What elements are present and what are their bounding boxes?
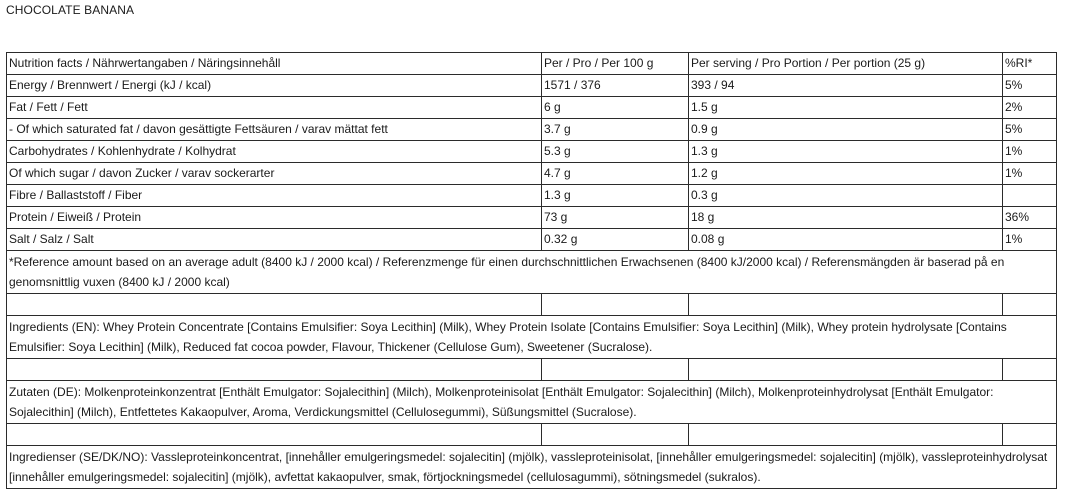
table-row-saturated-fat [7,119,1057,141]
ri-cell: 1% [1003,229,1057,251]
per-100g-cell: 1571 / 376 [542,75,689,97]
table-row-protein [7,207,1057,229]
per-serving-cell: 18 g [689,207,1003,229]
ingredients-en: Ingredients (EN): Whey Protein Concentrate [Contains Emulsifier: Soya Lecithin] (Milk), Whey Protein Isolate [Contains Emulsifier: Soya Lecithin] (Milk), Whey protein hydrolysate [Contains Emulsifier: Soya Lecithin] (Milk), Reduced fat cocoa powder, Flavour, Thickener (Cellulose Gum), Sweetener (Sucralose). [7,316,1057,359]
footnote-row [7,251,1057,294]
empty-cell [7,294,542,316]
nutrient-cell: Protein / Eiweiß / Protein [7,207,542,229]
ri-cell: 1% [1003,141,1057,163]
empty-row [7,424,1057,446]
nutrient-cell: Fat / Fett / Fett [7,97,542,119]
product-title: CHOCOLATE BANANA [6,3,135,17]
ri-cell [1003,185,1057,207]
header-cell-nutrient: Nutrition facts / Nährwertangaben / Näringsinnehåll [7,53,542,75]
table-row-fibre [7,185,1057,207]
empty-row [7,359,1057,381]
ingredients-de-row [7,381,1057,424]
ingredients-de: Zutaten (DE): Molkenproteinkonzentrat [Enthält Emulgator: Sojalecithin] (Milch), Molkenproteinisolat [Enthält Emulgator: Sojalecithin] (Milch), Molkenproteinhydrolysat [Enthält Emulgator: Sojalecithin] (Milch), Entfettetes Kakaopulver, Aroma, Verdickungsmittel (Cellulosegummi), Süßungsmittel (Sucralose). [7,381,1057,424]
reference-footnote: *Reference amount based on an average adult (8400 kJ / 2000 kcal) / Referenzmenge für einen durchschnittlichen Erwachsenen (8400 kJ/2000 kcal) / Referensmängden är baserad på en genomsnittlig vuxen (8400 kJ / 2000 kcal) [7,251,1057,294]
per-100g-cell: 3.7 g [542,119,689,141]
nutrient-cell: Of which sugar / davon Zucker / varav sockerarter [7,163,542,185]
ri-cell: 36% [1003,207,1057,229]
table-row-energy [7,75,1057,97]
per-serving-cell: 1.3 g [689,141,1003,163]
nutrient-cell: Salt / Salz / Salt [7,229,542,251]
header-cell-per-100g: Per / Pro / Per 100 g [542,53,689,75]
ri-cell: 2% [1003,97,1057,119]
empty-cell [1003,359,1057,381]
table-header-row [7,53,1057,75]
per-100g-cell: 1.3 g [542,185,689,207]
ri-cell: 1% [1003,163,1057,185]
empty-cell [7,424,542,446]
empty-cell [689,294,1003,316]
ingredients-se-row [7,446,1057,489]
per-100g-cell: 73 g [542,207,689,229]
table-row-salt [7,229,1057,251]
per-serving-cell: 0.9 g [689,119,1003,141]
empty-cell [542,359,689,381]
empty-cell [1003,424,1057,446]
header-cell-per-serving: Per serving / Pro Portion / Per portion (25 g) [689,53,1003,75]
per-serving-cell: 0.08 g [689,229,1003,251]
empty-row [7,294,1057,316]
table-row-sugar [7,163,1057,185]
nutrition-table [6,52,1057,489]
ri-cell: 5% [1003,119,1057,141]
empty-cell [1003,294,1057,316]
empty-cell [542,424,689,446]
empty-cell [689,424,1003,446]
empty-cell [7,359,542,381]
per-100g-cell: 0.32 g [542,229,689,251]
header-cell-ri: %RI* [1003,53,1057,75]
per-100g-cell: 4.7 g [542,163,689,185]
nutrient-cell: - Of which saturated fat / davon gesättigte Fettsäuren / varav mättat fett [7,119,542,141]
per-100g-cell: 5.3 g [542,141,689,163]
table-row-carbohydrates [7,141,1057,163]
table-row-fat [7,97,1057,119]
nutrient-cell: Fibre / Ballaststoff / Fiber [7,185,542,207]
per-serving-cell: 1.5 g [689,97,1003,119]
nutrient-cell: Carbohydrates / Kohlenhydrate / Kolhydrat [7,141,542,163]
nutrient-cell: Energy / Brennwert / Energi (kJ / kcal) [7,75,542,97]
per-serving-cell: 393 / 94 [689,75,1003,97]
ri-cell: 5% [1003,75,1057,97]
per-serving-cell: 0.3 g [689,185,1003,207]
ingredients-en-row [7,316,1057,359]
per-100g-cell: 6 g [542,97,689,119]
ingredients-se: Ingredienser (SE/DK/NO): Vassleproteinkoncentrat, [innehåller emulgeringsmedel: sojalecitin] (mjölk), vassleproteinisolat, [innehåller emulgeringsmedel: sojalecitin] (mjölk), vassleproteinhydrolysat [innehåller emulgeringsmedel: sojalecitin] (mjölk), avfettat kakaopulver, smak, förtjockningsmedel (cellulosagummi), sötningsmedel (sukralos). [7,446,1057,489]
empty-cell [542,294,689,316]
empty-cell [689,359,1003,381]
per-serving-cell: 1.2 g [689,163,1003,185]
